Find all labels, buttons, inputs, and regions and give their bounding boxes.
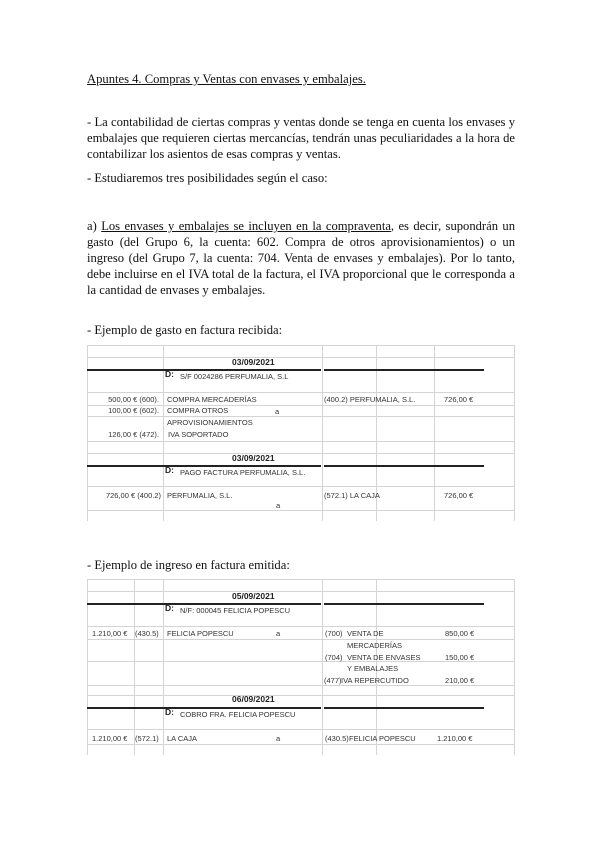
credit-code: (700) — [325, 629, 343, 638]
debit-amount: 1.210,00 € — [92, 734, 128, 743]
debit-account: FELICIA POPESCU — [167, 629, 234, 638]
credit-amount: 726,00 € — [444, 395, 474, 404]
debit-account: COMPRA MERCADERÍAS — [167, 395, 257, 404]
credit-account: (400.2) PERFUMALIA, S.L. — [324, 395, 416, 404]
debit-marker: D: — [165, 369, 174, 379]
credit-account-cont: Y EMBALAJES — [347, 664, 399, 673]
journal-table-expense — [87, 345, 515, 521]
credit-code: (477) — [324, 676, 342, 685]
credit-amount: 850,00 € — [445, 629, 475, 638]
debit-marker: D: — [165, 465, 174, 475]
entry-concept: N/F: 000045 FELICIA POPESCU — [180, 606, 291, 615]
credit-code: (704) — [325, 653, 343, 662]
credit-account: (572.1) LA CAJA — [324, 491, 380, 500]
entry-date: 03/09/2021 — [232, 357, 275, 367]
paragraph-intro: - La contabilidad de ciertas compras y ventas donde se tenga en cuenta los envases y embalajes que requieren ciertas mercancías, tendrán unas peculiaridades a la hora de contabilizar los asientos de esas compras y ventas. — [87, 115, 515, 161]
credit-amount: 1.210,00 € — [437, 734, 473, 743]
to-marker: a — [275, 407, 280, 416]
credit-account: IVA REPERCUTIDO — [341, 676, 409, 685]
entry-concept: S/F 0024286 PERFUMALIA, S.L — [180, 372, 289, 381]
credit-code: (430.5) — [325, 734, 349, 743]
debit-account: LA CAJA — [167, 734, 198, 743]
debit-amount: 100,00 € (602). — [108, 406, 159, 415]
debit-account-cont: APROVISIONAMIENTOS — [167, 418, 253, 427]
credit-amount: 210,00 € — [445, 676, 475, 685]
credit-account: FELICIA POPESCU — [349, 734, 416, 743]
debit-amount: 126,00 € (472). — [108, 430, 159, 439]
case-a-heading: Los envases y embalajes se incluyen en la compraventa — [101, 219, 391, 233]
entry-concept: COBRO FRA. FELICIA POPESCU — [180, 710, 296, 719]
example-expense-label: - Ejemplo de gasto en factura recibida: — [87, 323, 283, 337]
entry-date: 05/09/2021 — [232, 591, 275, 601]
to-marker: a — [276, 734, 281, 743]
credit-account-cont: MERCADERÍAS — [347, 641, 403, 650]
to-marker: a — [276, 501, 281, 510]
debit-amount: 726,00 € (400.2) — [105, 491, 161, 500]
entry-concept: PAGO FACTURA PERFUMALIA, S.L. — [180, 468, 306, 477]
debit-code: (572.1) — [135, 734, 159, 743]
case-a-prefix: a) — [87, 219, 102, 233]
debit-account: IVA SOPORTADO — [168, 430, 229, 439]
document-title: Apuntes 4. Compras y Ventas con envases y embalajes. — [87, 72, 366, 86]
credit-account: VENTA DE ENVASES — [347, 653, 421, 662]
credit-amount: 726,00 € — [444, 491, 474, 500]
debit-marker: D: — [165, 603, 174, 613]
debit-amount: 1.210,00 € — [92, 629, 128, 638]
debit-code: (430.5) — [135, 629, 159, 638]
example-income-label: - Ejemplo de ingreso en factura emitida: — [87, 558, 290, 572]
entry-date: 06/09/2021 — [232, 694, 275, 704]
debit-amount: 500,00 € (600). — [108, 395, 159, 404]
debit-account: PERFUMALIA, S.L. — [167, 491, 233, 500]
credit-amount: 150,00 € — [445, 653, 475, 662]
credit-account: VENTA DE — [347, 629, 384, 638]
to-marker: a — [276, 629, 281, 638]
paragraph-case-a — [87, 218, 515, 298]
entry-date: 03/09/2021 — [232, 453, 275, 463]
debit-marker: D: — [165, 707, 174, 717]
debit-account: COMPRA OTROS — [167, 406, 229, 415]
paragraph-possibilities: - Estudiaremos tres posibilidades según el caso: — [87, 171, 328, 185]
case-a-body: , es decir, supondrán un gasto (del Grupo 6, la cuenta: 602. Compra de otros aprovisionamientos) o un ingreso (del Grupo 7, la cuenta: 704. Venta de envases y embalajes). Por lo tanto, debe incluirse en el IVA total de la factura, el IVA proporcional que le corresponda a la cantidad de envases y embalajes. — [87, 219, 515, 297]
journal-table-income — [87, 579, 515, 755]
